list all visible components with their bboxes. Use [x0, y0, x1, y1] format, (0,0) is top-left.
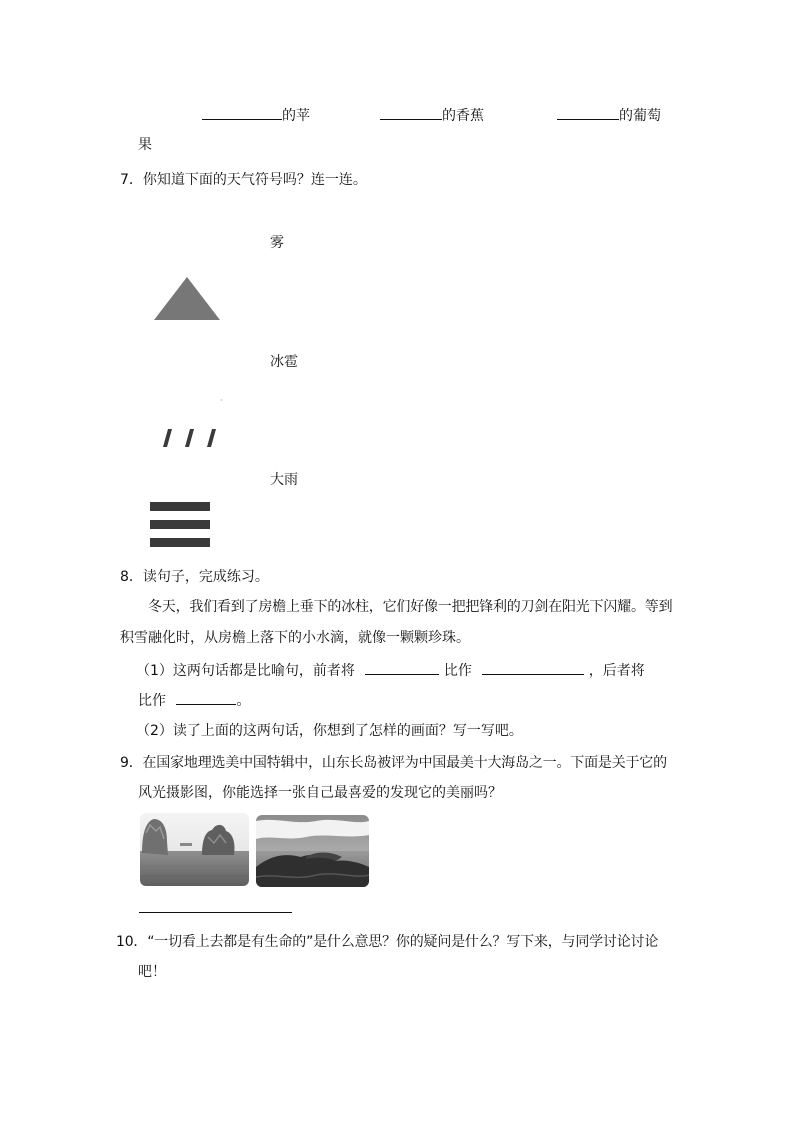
q8-passage-line1: 冬天，我们看到了房檐上垂下的冰柱，它们好像一把把锋利的刀剑在阳光下闪耀。等到: [148, 599, 673, 615]
answer-blank[interactable]: [202, 105, 282, 120]
label-heavy-rain[interactable]: 大雨: [270, 472, 298, 488]
answer-line[interactable]: [139, 912, 292, 913]
sea-stacks-image: [140, 813, 249, 886]
q9-question-line2: 风光摄影图，你能选择一张自己最喜爱的发现它的美丽吗？: [138, 785, 502, 801]
slash-mark: [185, 429, 194, 447]
q8-passage-line2: 积雪融化时，从房檐上落下的小水滴，就像一颗颗珍珠。: [120, 630, 470, 646]
q6-item-apple: [202, 105, 310, 126]
slash-mark: [163, 429, 172, 447]
three-bars-weather-icon[interactable]: [148, 500, 212, 552]
slashes-weather-icon[interactable]: [160, 426, 222, 450]
answer-blank[interactable]: [365, 660, 439, 675]
q8-question: 8．读句子，完成练习。: [120, 569, 269, 585]
q9-question-line1: 9．在国家地理选美中国特辑中，山东长岛被评为中国最美十大海岛之一。下面是关于它的: [120, 755, 667, 771]
small-dot-mark: ·: [220, 396, 223, 405]
q6-item-banana: [380, 105, 484, 126]
q6-item-grape-label: 的葡萄: [619, 108, 661, 124]
q7-question: 7．你知道下面的天气符号吗？连一连。: [120, 172, 367, 188]
answer-blank[interactable]: [380, 105, 442, 120]
photo-coastline[interactable]: [256, 815, 369, 887]
q6-item-apple-wrap: 果: [138, 137, 152, 153]
q8-sub1-part4: 比作: [138, 693, 166, 709]
q10-question-line2: 吧！: [138, 964, 166, 980]
answer-blank[interactable]: [557, 105, 619, 120]
coastline-image: [256, 815, 369, 887]
answer-blank[interactable]: [482, 660, 584, 675]
q8-sub1-part1: （1）这两句话都是比喻句，前者将: [136, 663, 355, 679]
q8-sub1-line1: [136, 660, 645, 681]
photo-sea-stacks[interactable]: [140, 813, 249, 886]
q6-item-grape: [557, 105, 661, 126]
triangle-weather-icon[interactable]: [152, 275, 222, 323]
answer-blank[interactable]: [176, 690, 236, 705]
triangle-shape: [154, 277, 220, 320]
bar-mark: [150, 538, 210, 547]
q6-item-apple-label: 的苹: [282, 108, 310, 124]
bar-mark: [150, 502, 210, 511]
q6-item-banana-label: 的香蕉: [442, 108, 484, 124]
label-fog[interactable]: 雾: [270, 235, 284, 251]
slash-mark: [207, 429, 216, 447]
label-hail[interactable]: 冰雹: [270, 354, 298, 370]
bar-mark: [150, 520, 210, 529]
q8-sub1-line2: [138, 690, 250, 711]
q8-sub2: （2）读了上面的这两句话，你想到了怎样的画面？写一写吧。: [136, 723, 523, 739]
q10-question-line1: 10．“一切看上去都是有生命的”是什么意思？你的疑问是什么？写下来，与同学讨论讨论: [116, 934, 659, 950]
q8-sub1-part2: 比作: [443, 663, 472, 679]
q8-sub1-end: 。: [236, 693, 251, 709]
q8-sub1-part3: ，后者将: [588, 663, 645, 679]
